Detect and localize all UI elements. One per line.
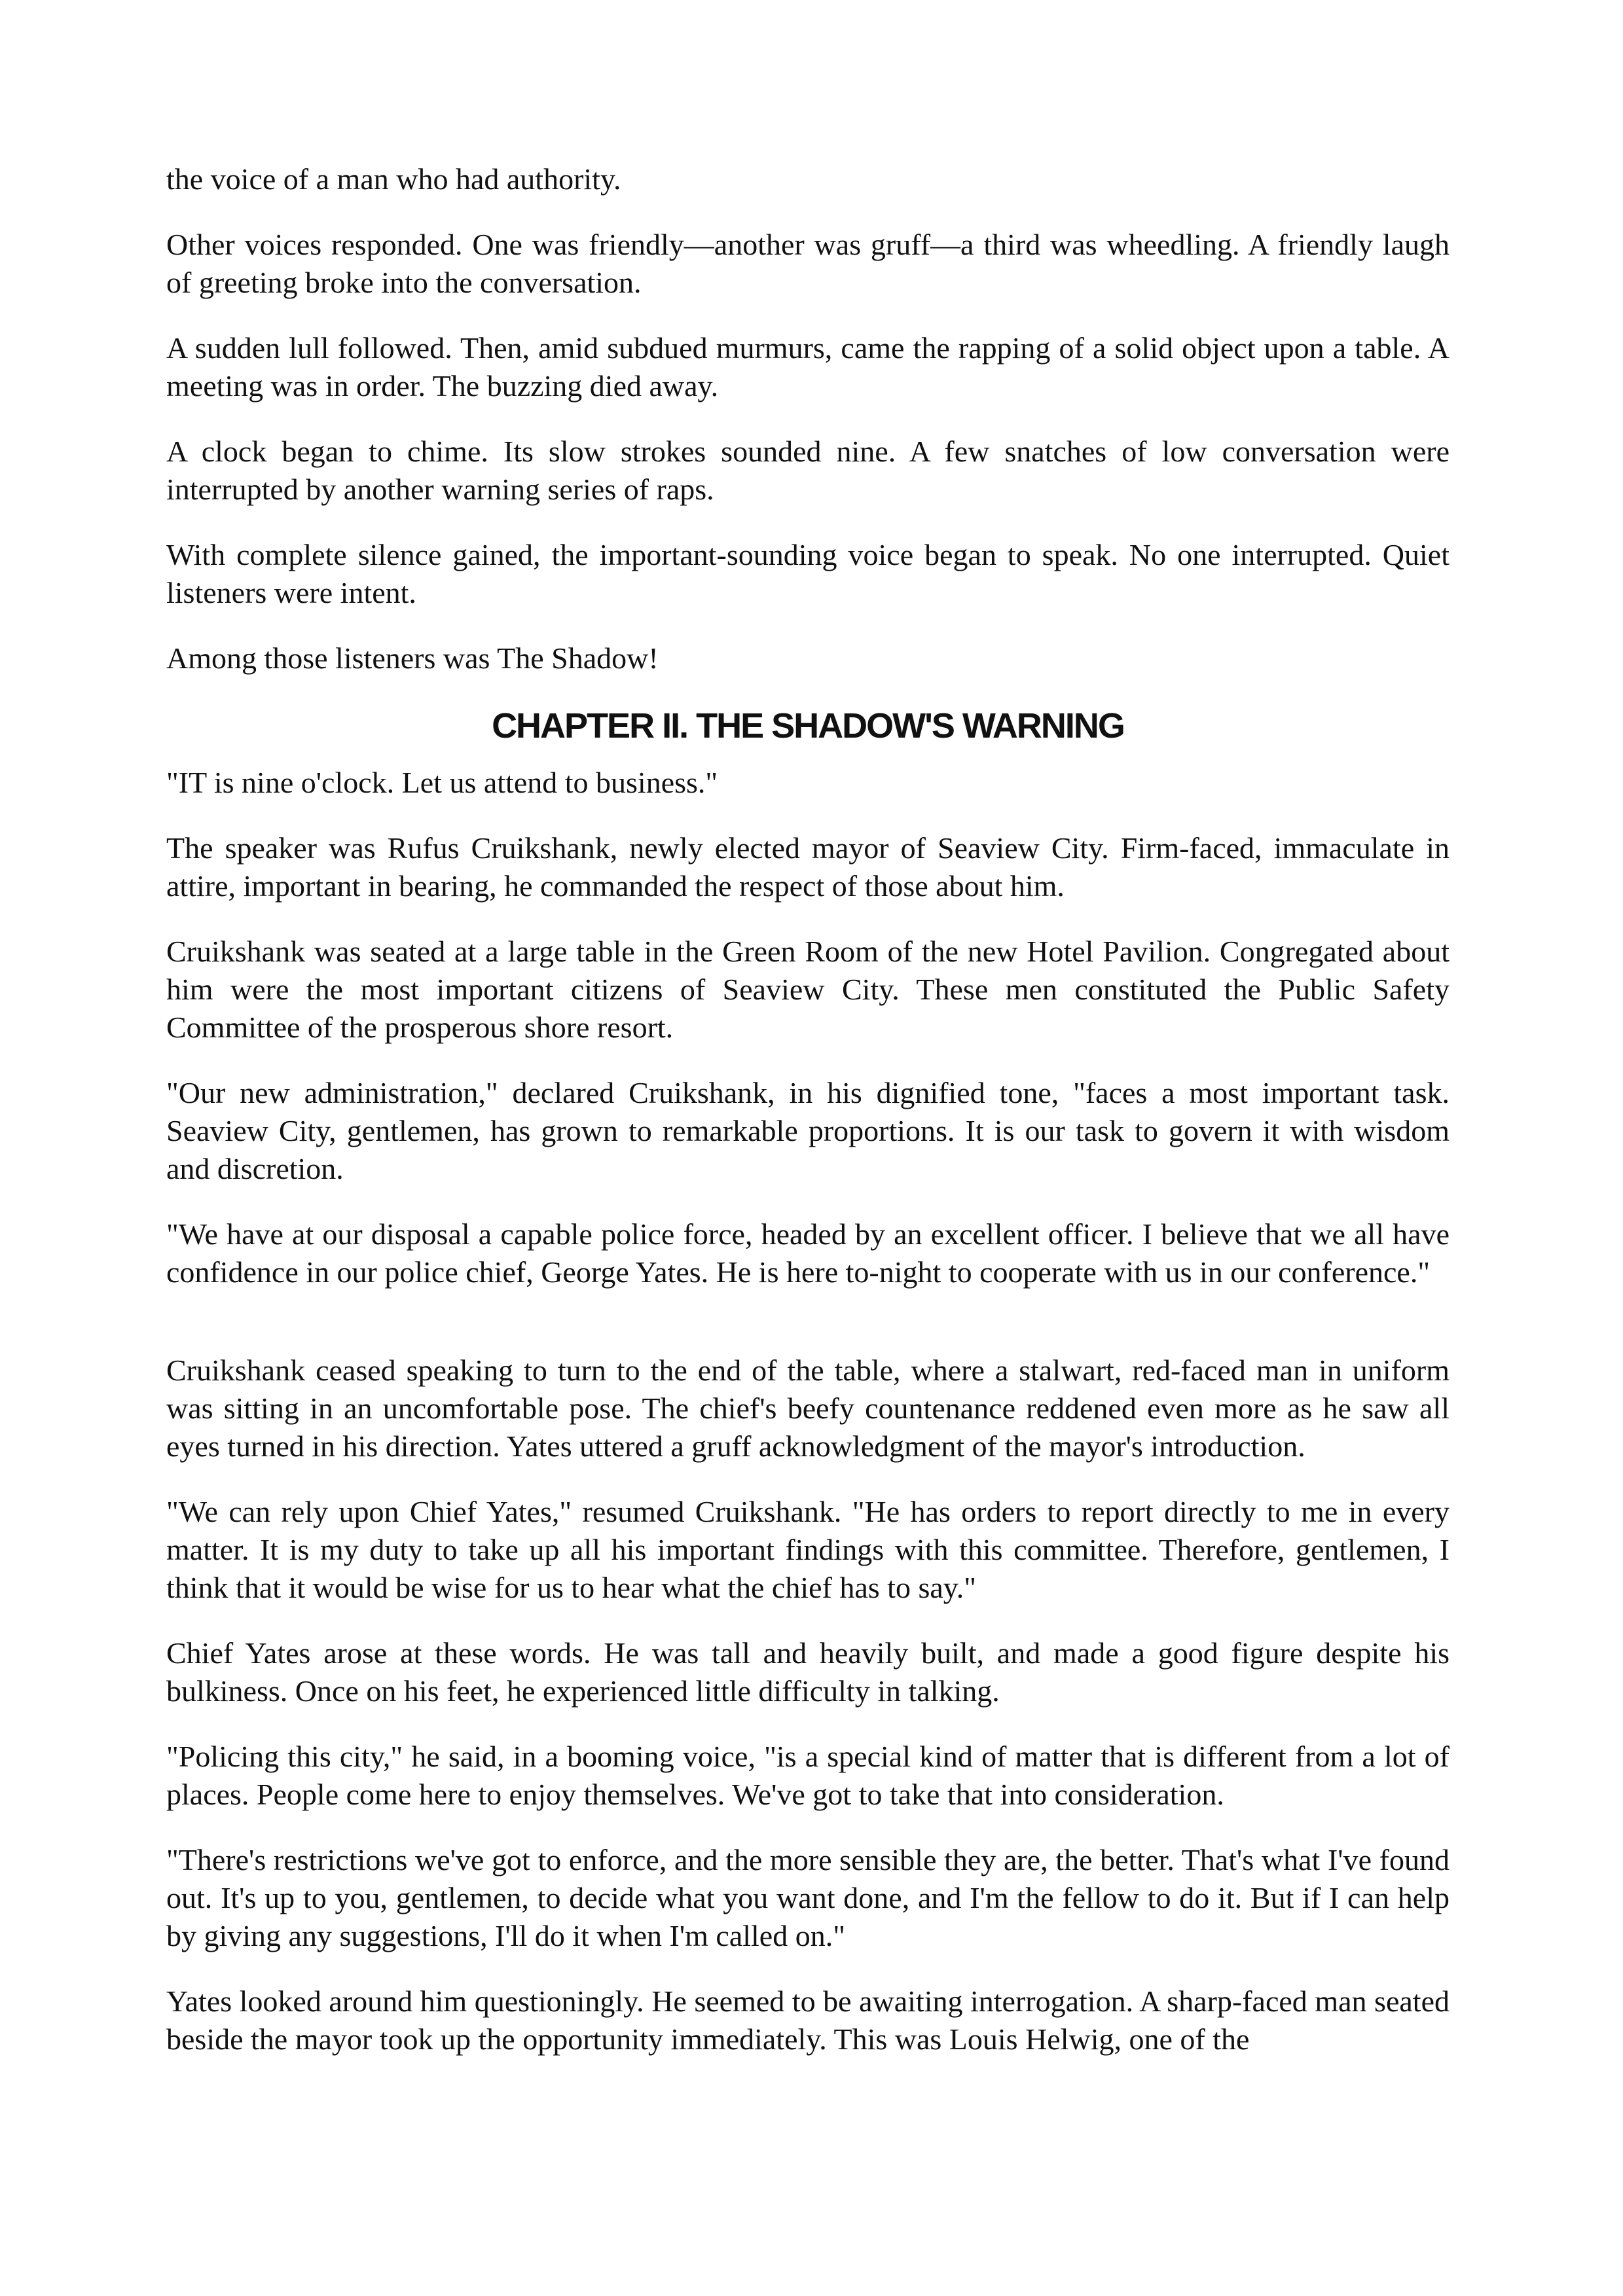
- paragraph: "We have at our disposal a capable police force, headed by an excellent officer. I believe that we all have confidence in our police chief, George Yates. He is here to-night to cooperate with us in our conference.": [166, 1217, 1450, 1289]
- paragraph: Chief Yates arose at these words. He was tall and heavily built, and made a good figure despite his bulkiness. Once on his feet, he experienced little difficulty in talking.: [166, 1636, 1450, 1708]
- paragraph: A clock began to chime. Its slow strokes sounded nine. A few snatches of low conversation were interrupted by another warning series of raps.: [166, 435, 1450, 506]
- paragraph: The speaker was Rufus Cruikshank, newly elected mayor of Seaview City. Firm-faced, immaculate in attire, important in bearing, he commanded the respect of those about him.: [166, 831, 1450, 903]
- paragraph: "IT is nine o'clock. Let us attend to business.": [166, 766, 718, 799]
- paragraph: With complete silence gained, the important-sounding voice began to speak. No one interrupted. Quiet listeners were intent.: [166, 538, 1450, 609]
- paragraph: "We can rely upon Chief Yates," resumed Cruikshank. "He has orders to report directly to me in every matter. It is my duty to take up all his important findings with this committee. Therefore, gentlemen, I think that it would be wise for us to hear what the chief has to say.": [166, 1495, 1450, 1604]
- paragraph: "Policing this city," he said, in a booming voice, "is a special kind of matter that is different from a lot of places. People come here to enjoy themselves. We've got to take that into consideration.: [166, 1740, 1450, 1811]
- paragraph: the voice of a man who had authority.: [166, 162, 621, 196]
- paragraph: Cruikshank ceased speaking to turn to the end of the table, where a stalwart, red-faced man in uniform was sitting in an uncomfortable pose. The chief's beefy countenance reddened even more as he saw all eyes turned in his direction. Yates uttered a gruff acknowledgment of the mayor's introduction.: [166, 1354, 1450, 1463]
- paragraph: Cruikshank was seated at a large table in the Green Room of the new Hotel Pavilion. Congregated about him were the most important citizens of Seaview City. These men constituted the Public Safety Committee of the prosperous shore resort.: [166, 935, 1450, 1044]
- section-gap: [166, 1319, 1450, 1352]
- paragraph: "Our new administration," declared Cruikshank, in his dignified tone, "faces a most important task. Seaview City, gentlemen, has grown to remarkable proportions. It is our task to govern it with wisdom and discretion.: [166, 1076, 1450, 1185]
- paragraph: Among those listeners was The Shadow!: [166, 641, 659, 675]
- document-page: [166, 160, 1450, 2086]
- chapter-title: CHAPTER II. THE SHADOW'S WARNING: [492, 706, 1124, 745]
- paragraph: "There's restrictions we've got to enforce, and the more sensible they are, the better. That's what I've found out. It's up to you, gentlemen, to decide what you want done, and I'm the fellow to do it. But if I can help by giving any suggestions, I'll do it when I'm called on.": [166, 1843, 1450, 1952]
- paragraph: Yates looked around him questioningly. He seemed to be awaiting interrogation. A sharp-faced man seated beside the mayor took up the opportunity immediately. This was Louis Helwig, one of the: [166, 1984, 1450, 2056]
- paragraph: A sudden lull followed. Then, amid subdued murmurs, came the rapping of a solid object upon a table. A meeting was in order. The buzzing died away.: [166, 331, 1450, 403]
- paragraph: Other voices responded. One was friendly—another was gruff—a third was wheedling. A friendly laugh of greeting broke into the conversation.: [166, 228, 1450, 299]
